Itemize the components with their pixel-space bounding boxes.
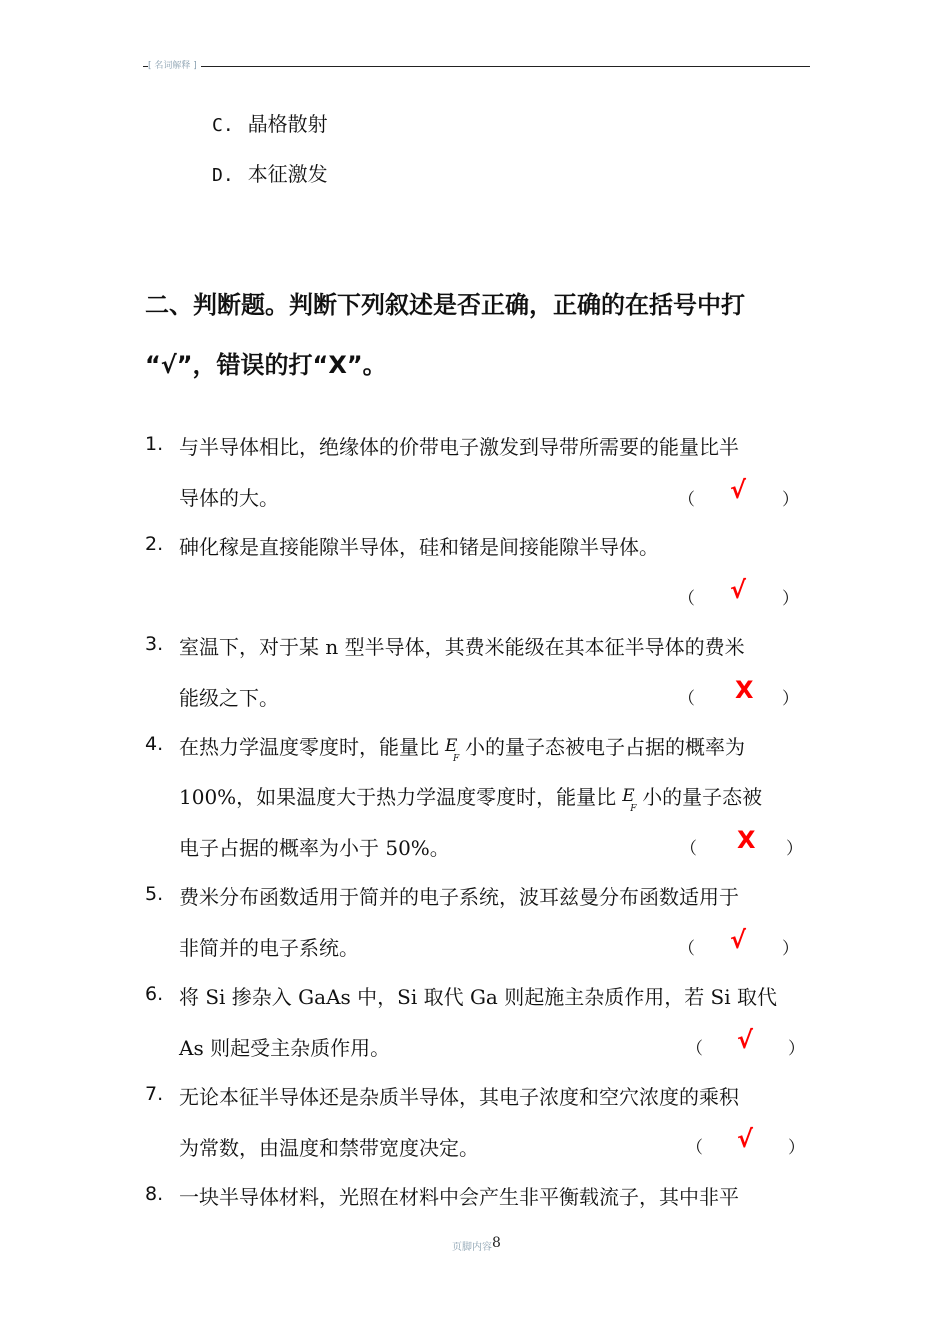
paren-open: （ (678, 589, 695, 609)
option-c (212, 108, 328, 137)
question-7-line2: 为常数，由温度和禁带宽度决定。 (179, 1136, 479, 1160)
question-number: 6. (145, 983, 164, 1005)
ef-f: F (453, 754, 460, 764)
paren-close: ） (782, 490, 799, 510)
question-number: 8. (145, 1183, 164, 1205)
question-4-text-c: 100%，如果温度大于热力学温度零度时，能量比 (179, 785, 617, 809)
paren-open: （ (686, 1039, 703, 1059)
footer-label: 页脚内容 (452, 1242, 492, 1253)
question-4-text-d: 小的量子态被 (642, 785, 763, 809)
question-6-line1: 将 Si 掺杂入 GaAs 中，Si 取代 Ga 则起施主杂质作用，若 Si 取代 (179, 985, 778, 1009)
question-4-line2 (179, 781, 763, 814)
question-6-line2: As 则起受主杂质作用。 (179, 1036, 391, 1060)
paren-close: ） (788, 1138, 805, 1158)
question-4-line3: 电子占据的概率为小于 50%。 (179, 836, 450, 860)
paren-close: ） (782, 589, 799, 609)
paren-close: ） (782, 939, 799, 959)
fermi-level-symbol (616, 784, 642, 814)
option-letter: C. (212, 115, 234, 136)
section-title-line1: 二、判断题。判断下列叙述是否正确，正确的在括号中打 (145, 291, 745, 319)
question-number: 7. (145, 1083, 164, 1105)
paren-open: （ (678, 689, 695, 709)
question-4-line1 (179, 731, 745, 764)
question-number: 1. (145, 433, 164, 455)
paren-open: （ (686, 1138, 703, 1158)
ef-e: E (622, 786, 635, 806)
cross-mark-icon: X (737, 826, 756, 854)
section-title-line2: “√”，错误的打“X”。 (145, 351, 387, 379)
paren-open: （ (680, 839, 697, 859)
ef-e: E (445, 736, 458, 756)
question-number: 2. (145, 533, 164, 555)
question-3-line1: 室温下，对于某 n 型半导体，其费米能级在其本征半导体的费米 (179, 635, 745, 659)
ef-f: F (630, 804, 637, 814)
question-number: 4. (145, 733, 164, 755)
question-5-line2: 非简并的电子系统。 (179, 936, 359, 960)
question-number: 5. (145, 883, 164, 905)
paren-open: （ (678, 939, 695, 959)
question-number: 3. (145, 633, 164, 655)
header-label: [ 名词解释 ] (148, 58, 201, 71)
question-5-line1: 费米分布函数适用于简并的电子系统，波耳兹曼分布函数适用于 (179, 885, 739, 909)
check-mark-icon: √ (730, 926, 747, 954)
check-mark-icon: √ (737, 1125, 754, 1153)
question-3-line2: 能级之下。 (179, 686, 279, 710)
check-mark-icon: √ (730, 476, 747, 504)
page-footer (452, 1235, 501, 1254)
option-text: 本征激发 (247, 162, 328, 186)
paren-close: ） (786, 839, 803, 859)
paren-close: ） (782, 689, 799, 709)
question-7-line1: 无论本征半导体还是杂质半导体，其电子浓度和空穴浓度的乘积 (179, 1085, 739, 1109)
question-1-line1: 与半导体相比，绝缘体的价带电子激发到导带所需要的能量比半 (179, 435, 739, 459)
check-mark-icon: √ (737, 1026, 754, 1054)
header-rule (143, 66, 810, 67)
question-4-text-a: 在热力学温度零度时，能量比 (179, 735, 439, 759)
paren-close: ） (788, 1039, 805, 1059)
check-mark-icon: √ (730, 576, 747, 604)
option-d (212, 158, 328, 187)
paren-open: （ (678, 490, 695, 510)
page-number: 8 (492, 1235, 501, 1251)
option-text: 晶格散射 (247, 112, 328, 136)
question-8-line1: 一块半导体材料，光照在材料中会产生非平衡载流子，其中非平 (179, 1185, 739, 1209)
cross-mark-icon: X (735, 676, 754, 704)
question-2-line1: 砷化稼是直接能隙半导体，硅和锗是间接能隙半导体。 (179, 535, 659, 559)
fermi-level-symbol (439, 734, 465, 764)
question-4-text-b: 小的量子态被电子占据的概率为 (465, 735, 745, 759)
question-1-line2: 导体的大。 (179, 486, 279, 510)
option-letter: D. (212, 165, 234, 186)
